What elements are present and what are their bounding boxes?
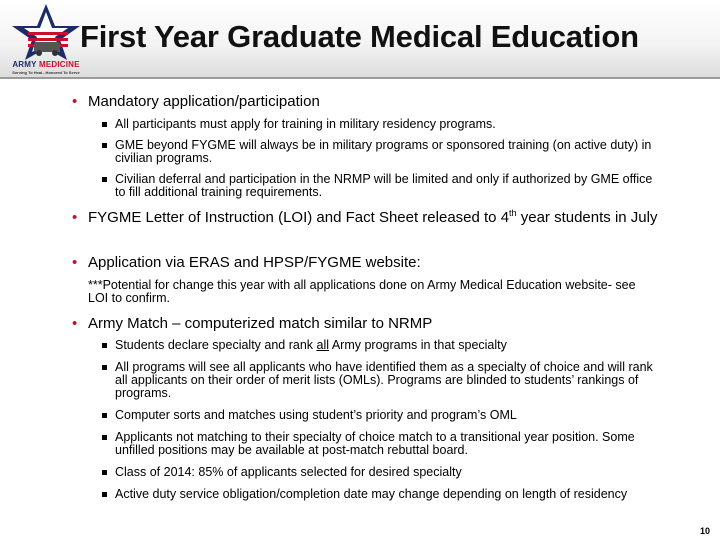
army-medicine-star-emblem bbox=[4, 2, 88, 62]
army-medicine-logo bbox=[4, 2, 88, 76]
subbullet-all-programs: All programs will see all applicants who have identified them as a specialty of choice and will rank all applicants on their order of merit lists (OMLs). Programs are blinded to students’ rankings of programs. bbox=[115, 361, 665, 400]
subbullet-gme-beyond: GME beyond FYGME will always be in military programs or sponsored training (on active duty) in civilian programs. bbox=[115, 139, 665, 165]
subbullet-civilian-deferral: Civilian deferral and participation in the NRMP will be limited and only if authorized by GME office to fill additional training requirements. bbox=[115, 173, 665, 199]
slide-title: First Year Graduate Medical Education bbox=[80, 19, 639, 54]
bullet-mandatory: • Mandatory application/participation bbox=[88, 93, 668, 110]
subbullet-all-participants: All participants must apply for training in military residency programs. bbox=[115, 118, 665, 131]
bullet-application: • Application via ERAS and HPSP/FYGME website: bbox=[88, 254, 668, 271]
header-divider bbox=[0, 77, 720, 79]
subbullet-students-declare: Students declare specialty and rank all Army programs in that specialty bbox=[115, 339, 665, 352]
subbullet-class-2014: Class of 2014: 85% of applicants selected for desired specialty bbox=[115, 466, 665, 479]
subbullet-active-duty: Active duty service obligation/completion date may change depending on length of residency bbox=[115, 488, 665, 501]
note-potential-change: ***Potential for change this year with all applications done on Army Medical Education website- see LOI to confirm. bbox=[88, 278, 636, 305]
subbullet-applicants-not-matching: Applicants not matching to their specialty of choice match to a transitional year position. Some unfilled positions may be available at post-match rebuttal board. bbox=[115, 431, 665, 457]
logo-name: ARMY MEDICINE bbox=[12, 60, 80, 69]
bullet-army-match: • Army Match – computerized match similar to NRMP bbox=[88, 315, 668, 332]
subbullet-computer-sorts: Computer sorts and matches using student’s priority and program’s OML bbox=[115, 409, 665, 422]
bullet-loi: • FYGME Letter of Instruction (LOI) and Fact Sheet released to 4th year students in July bbox=[88, 209, 668, 226]
page-number: 10 bbox=[699, 526, 710, 536]
logo-tagline: Serving To Heal...Honored To Serve bbox=[12, 70, 80, 75]
